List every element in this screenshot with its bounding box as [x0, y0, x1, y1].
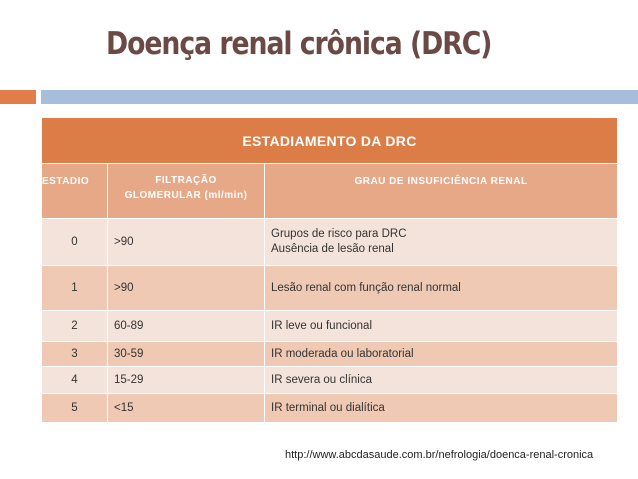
header-filtration-line-1: FILTRAÇÃO	[155, 175, 217, 186]
header-filtration-line-2: GLOMERULAR (ml/min)	[124, 190, 248, 201]
table-header-row	[42, 164, 618, 219]
grade-line: Grupos de risco para DRC	[271, 228, 407, 240]
grade-line: Ausência de lesão renal	[271, 243, 394, 255]
accent-stripe-blue	[41, 90, 638, 104]
header-filtration	[108, 164, 265, 219]
stage-cell: 4	[42, 367, 108, 394]
grade-cell: IR leve ou funcional	[265, 311, 618, 342]
grade-cell	[265, 219, 618, 266]
gfr-cell: >90	[108, 266, 265, 311]
table-caption-row	[42, 118, 618, 164]
table-row	[42, 219, 618, 266]
table-row	[42, 342, 618, 367]
gfr-cell: 30-59	[108, 342, 265, 367]
stage-cell: 2	[42, 311, 108, 342]
table-row	[42, 394, 618, 423]
gfr-cell: >90	[108, 219, 265, 266]
header-stage: ESTADIO	[42, 164, 108, 219]
table-row	[42, 266, 618, 311]
source-link[interactable]: http://www.abcdasaude.com.br/nefrologia/doenca-renal-cronica	[285, 449, 594, 461]
table-row	[42, 367, 618, 394]
gfr-cell: <15	[108, 394, 265, 423]
grade-cell: IR terminal ou dialítica	[265, 394, 618, 423]
header-grade: GRAU DE INSUFICIÊNCIA RENAL	[265, 164, 618, 219]
grade-cell: IR moderada ou laboratorial	[265, 342, 618, 367]
grade-cell: Lesão renal com função renal normal	[265, 266, 618, 311]
stage-cell: 5	[42, 394, 108, 423]
stage-cell: 3	[42, 342, 108, 367]
table-caption: ESTADIAMENTO DA DRC	[42, 118, 618, 164]
stage-cell: 1	[42, 266, 108, 311]
table-row	[42, 311, 618, 342]
grade-cell: IR severa ou clínica	[265, 367, 618, 394]
accent-stripe-orange	[0, 90, 36, 104]
gfr-cell: 15-29	[108, 367, 265, 394]
staging-table	[41, 117, 618, 423]
stage-cell: 0	[42, 219, 108, 266]
page-title: Doença renal crônica (DRC)	[106, 26, 492, 62]
gfr-cell: 60-89	[108, 311, 265, 342]
